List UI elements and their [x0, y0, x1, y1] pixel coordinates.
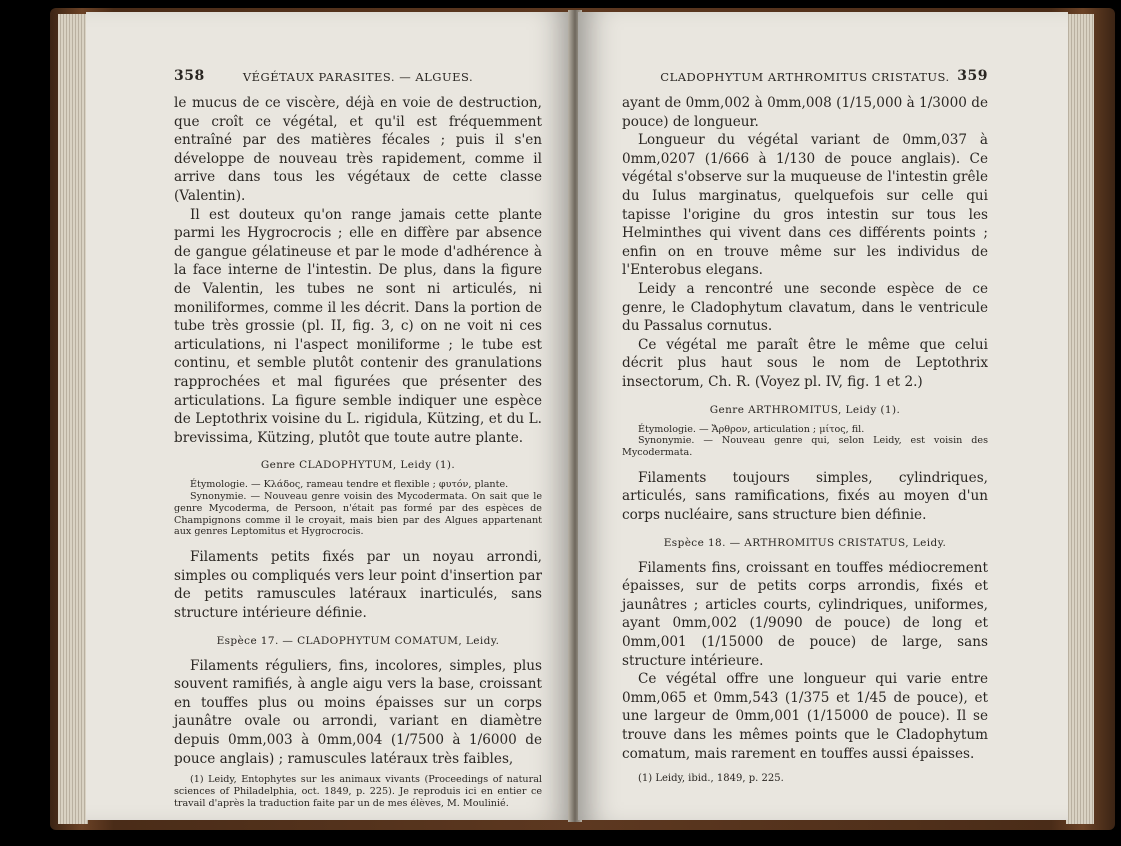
paragraph: Filaments petits fixés par un noyau arrondi, simples ou compliqués vers leur point d'insertion par de petits ramuscules latéraux inarticulés, sans structure intérieure définie.	[174, 549, 542, 622]
paragraph: Filaments fins, croissant en touffes médiocrement épaisses, sur de petits corps arrondis, fixés et jaunâtres ; articles courts, cylindriques, uniformes, ayant 0mm,002 (1/9090 de pouce) de long et 0mm,001 (1/15000 de pouce) de large, sans structure intérieure.	[622, 559, 988, 669]
synonymy-note: Synonymie. — Nouveau genre voisin des Mycodermata. On sait que le genre Mycoderma, de Persoon, n'était pas formé par des espèces de Champignons comme il le croyait, mais bien par des Algues appartenant aux genres Leptomitus et Hygrocrocis.	[174, 491, 542, 538]
footnote: (1) Leidy, Entophytes sur les animaux vivants (Proceedings of natural sciences of Philadelphia, oct. 1849, p. 225). Je reproduis ici en entier ce travail d'après la traduction faite par un de mes élèves, M. Moulinié.	[174, 774, 542, 809]
paragraph: Ce végétal offre une longueur qui varie entre 0mm,065 et 0mm,543 (1/375 et 1/45 de pouce), et une largeur de 0mm,001 (1/15000 de pouce). Il se trouve dans les mêmes points que le Cladophytum comatum, mais rarement en touffes aussi épaisses.	[622, 671, 988, 762]
left-page	[86, 12, 572, 820]
right-page	[578, 12, 1068, 820]
paragraph: Leidy a rencontré une seconde espèce de ce genre, le Cladophytum clavatum, dans le ventricule du Passalus cornutus.	[622, 280, 988, 335]
genus-heading: Genre CLADOPHYTUM, Leidy (1).	[260, 459, 456, 472]
page-number: 358	[174, 68, 205, 84]
page-edges-right	[1066, 14, 1094, 824]
running-title: VÉGÉTAUX PARASITES. — ALGUES.	[242, 70, 474, 84]
paragraph: Ce végétal me paraît être le même que celui décrit plus haut sous le nom de Leptothrix insectorum, Ch. R. (Voyez pl. IV, fig. 1 et 2.)	[622, 336, 988, 390]
footnote: (1) Leidy, ibid., 1849, p. 225.	[638, 773, 784, 785]
species-heading: Espèce 17. — CLADOPHYTUM COMATUM, Leidy.	[216, 634, 500, 647]
etymology-note: Étymologie. — Κλάδος, rameau tendre et flexible ; φυτόν, plante.	[190, 479, 509, 491]
left-page-content	[174, 68, 542, 810]
left-page-header	[174, 68, 542, 94]
synonymy-note: Synonymie. — Nouveau genre qui, selon Leidy, est voisin des Mycodermata.	[622, 435, 988, 459]
page-number: 359	[957, 68, 988, 84]
right-page-header	[622, 68, 988, 94]
running-title: CLADOPHYTUM ARTHROMITUS CRISTATUS.	[660, 70, 950, 84]
genus-heading: Genre ARTHROMITUS, Leidy (1).	[709, 403, 901, 416]
paragraph: Longueur du végétal variant de 0mm,037 à 0mm,0207 (1/666 à 1/130 de pouce anglais). Ce végétal s'observe sur la muqueuse de l'intestin grêle du Iulus marginatus, quelquefois sur celle qui tapisse l'origine du gros intestin sur tous les Helminthes qui vivent dans ces différents points ; enfin on en trouve même sur les individus de l'Enterobus elegans.	[622, 132, 988, 279]
right-page-content	[622, 68, 988, 785]
paragraph: le mucus de ce viscère, déjà en voie de destruction, que croît ce végétal, et qu'il est fréquemment entraîné par des matières fécales ; puis il s'en développe de nouveau très rapidement, comme il arrive dans tous les végétaux de cette classe (Valentin).	[174, 95, 542, 204]
paragraph: Filaments réguliers, fins, incolores, simples, plus souvent ramifiés, à angle aigu vers la base, croissant en touffes plus ou moins épaisses sur un corps jaunâtre ovale ou arrondi, variant en diamètre depuis 0mm,003 à 0mm,004 (1/7500 à 1/6000 de pouce anglais) ; ramuscules latéraux très faibles,	[174, 657, 542, 767]
paragraph: Filaments toujours simples, cylindriques, articulés, sans ramifications, fixés au moyen d'un corps nucléaire, sans structure bien définie.	[622, 469, 988, 524]
etymology-note: Étymologie. — Ἄρθρον, articulation ; μίτος, fil.	[638, 423, 865, 435]
paragraph: ayant de 0mm,002 à 0mm,008 (1/15,000 à 1/3000 de pouce) de longueur.	[622, 95, 988, 130]
paragraph: Il est douteux qu'on range jamais cette plante parmi les Hygrocrocis ; elle en diffère par absence de gangue gélatineuse et par le mode d'adhérence à la face interne de l'intestin. De plus, dans la figure de Valentin, les tubes ne sont ni articulés, ni moniliformes, comme il les décrit. Dans la portion de tube très grossie (pl. II, fig. 3, c) on ne voit ni ces articulations, ni l'aspect moniliforme ; le tube est continu, et semble plutôt contenir des granulations rapprochées et mal figurées que présenter des articulations. La figure semble indiquer une espèce de Leptothrix voisine du L. rigidula, Kützing, et du L. brevissima, Kützing, plutôt que toute autre plante.	[174, 206, 542, 446]
page-edges-left	[58, 14, 88, 824]
species-heading: Espèce 18. — ARTHROMITUS CRISTATUS, Leidy.	[663, 536, 947, 549]
